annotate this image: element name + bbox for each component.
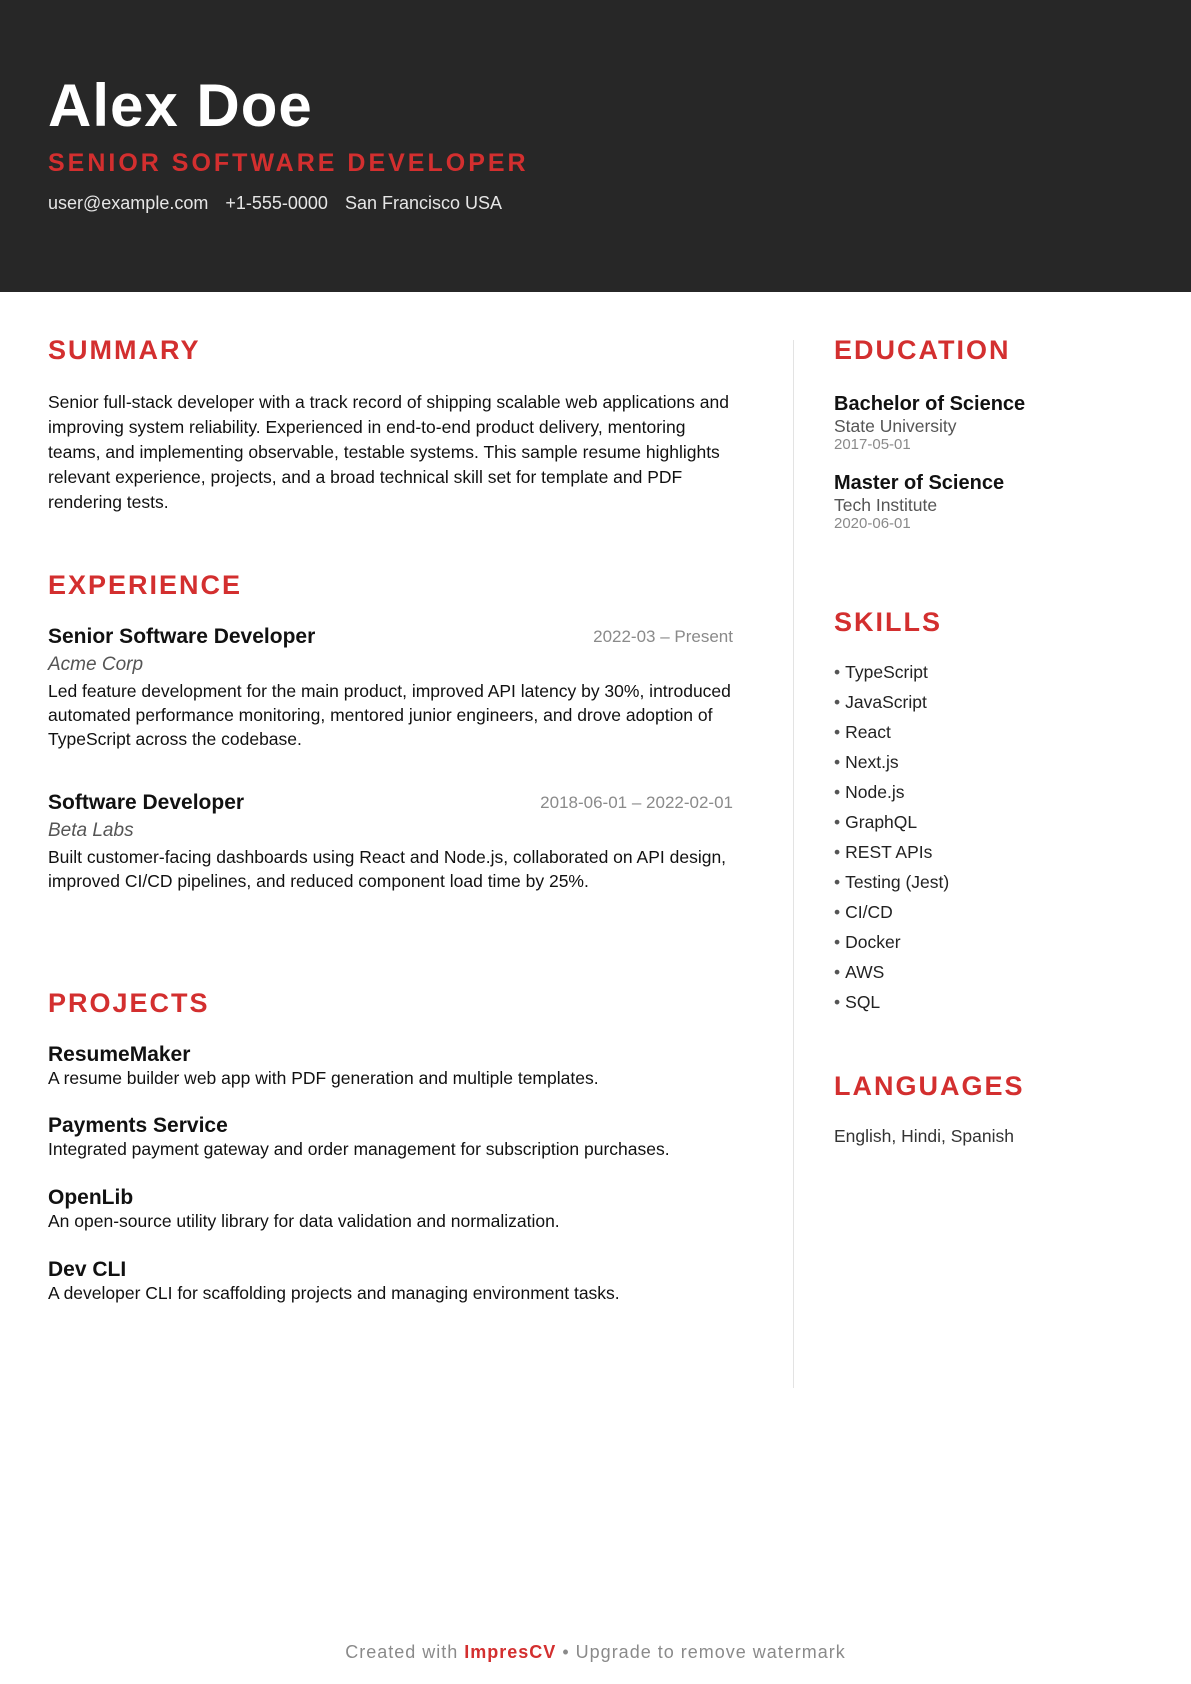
skill-item [834,897,949,927]
job-company: Beta Labs [48,820,134,841]
project-item [48,1186,748,1232]
contact-line [48,191,514,215]
bullet-icon: • [834,722,841,742]
job-dates: 2022-03 – Present [593,627,733,646]
job-description: Built customer-facing dashboards using React and Node.js, collaborated on API design, improved CI/CD pipelines, and reduced component load time by 25%. [48,847,727,891]
summary-heading: SUMMARY [48,335,201,365]
job-title: Senior Software Developer [48,625,316,648]
skill-item [834,807,949,837]
skill-item [834,927,949,957]
skill-item [834,747,949,777]
bullet-icon: • [834,812,841,832]
edu-degree: Master of Science [834,472,1005,494]
footer-brand-link[interactable]: ImpresCV [464,1642,557,1662]
bullet-icon: • [834,692,841,712]
bullet-icon: • [834,932,841,952]
contact-email: user@example.com [48,193,209,213]
bullet-icon: • [834,752,841,772]
footer-upgrade-link[interactable]: Upgrade to remove watermark [575,1642,846,1662]
project-item [48,1043,748,1089]
bullet-icon: • [834,782,841,802]
skill-label: Docker [845,932,901,952]
skill-label: React [845,722,891,742]
skill-item [834,687,949,717]
footer-prefix: Created with [345,1642,459,1662]
skill-label: Testing (Jest) [845,872,950,892]
summary-text: Senior full-stack developer with a track record of shipping scalable web applications and improving system reliability. Experienced in end-to-end product delivery, mentoring teams, and implementing observable, testable systems. This sample resume highlights relevant experience, projects, and a broad technical skill set for template and PDF rendering tests. [48,392,729,512]
column-divider [793,340,794,1388]
experience-item [48,624,733,751]
skill-item [834,777,949,807]
projects-heading: PROJECTS [48,988,210,1018]
education-item [834,471,1154,533]
job-dates: 2018-06-01 – 2022-02-01 [540,793,733,812]
edu-school: State University [834,416,957,436]
bullet-icon: • [834,992,841,1012]
skills-list [834,657,949,1017]
candidate-role: SENIOR SOFTWARE DEVELOPER [48,149,529,177]
skill-item [834,657,949,687]
skill-label: AWS [845,962,885,982]
edu-degree: Bachelor of Science [834,393,1026,415]
education-heading: EDUCATION [834,335,1011,365]
skill-label: SQL [845,992,881,1012]
skill-label: Node.js [845,782,905,802]
bullet-icon: • [834,662,841,682]
project-description: An open-source utility library for data validation and normalization. [48,1211,560,1231]
skill-item [834,717,949,747]
project-name: Dev CLI [48,1258,127,1281]
project-item [48,1114,748,1160]
skill-item [834,987,949,1017]
job-company: Acme Corp [48,654,144,675]
contact-location: San Francisco USA [344,193,503,213]
bullet-icon: • [834,902,841,922]
bullet-icon: • [834,872,841,892]
skill-item [834,867,949,897]
experience-heading: EXPERIENCE [48,570,243,600]
project-description: Integrated payment gateway and order management for subscription purchases. [48,1139,670,1159]
project-description: A resume builder web app with PDF generation and multiple templates. [48,1068,599,1088]
edu-date: 2020-06-01 [834,515,911,532]
skill-label: GraphQL [845,812,918,832]
skill-item [834,837,949,867]
resume-header [0,0,1191,292]
candidate-name: Alex Doe [48,72,313,139]
skill-label: Next.js [845,752,899,772]
project-name: Payments Service [48,1114,228,1137]
contact-phone: +1-555-0000 [225,193,328,213]
edu-date: 2017-05-01 [834,436,911,453]
bullet-icon: • [834,842,841,862]
project-description: A developer CLI for scaffolding projects and managing environment tasks. [48,1283,620,1303]
job-description: Led feature development for the main product, improved API latency by 30%, introduced automated performance monitoring, mentored junior engineers, and drove adoption of TypeScript across the codebase. [48,681,731,749]
footer-separator: • [562,1642,570,1662]
skills-heading: SKILLS [834,607,943,637]
skill-label: CI/CD [845,902,893,922]
skill-label: REST APIs [845,842,933,862]
experience-item [48,790,733,893]
watermark-footer [0,1640,1191,1664]
bullet-icon: • [834,962,841,982]
skill-label: JavaScript [845,692,927,712]
job-title: Software Developer [48,791,245,814]
education-item [834,392,1154,454]
skill-item [834,957,949,987]
project-name: ResumeMaker [48,1043,191,1066]
project-name: OpenLib [48,1186,134,1209]
languages-text: English, Hindi, Spanish [834,1126,1014,1146]
project-item [48,1258,748,1304]
skill-label: TypeScript [845,662,928,682]
edu-school: Tech Institute [834,495,938,515]
languages-heading: LANGUAGES [834,1071,1025,1101]
